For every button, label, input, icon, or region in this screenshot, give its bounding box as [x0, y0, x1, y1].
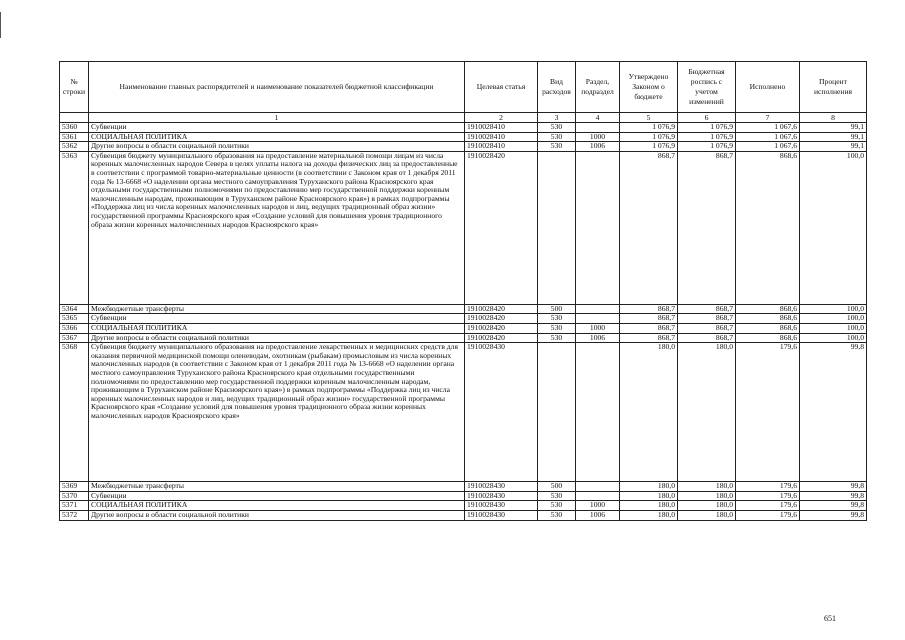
- cell-expense-type: 530: [538, 142, 576, 152]
- cell-approved: 180,0: [620, 510, 678, 520]
- cell-row-number: 5371: [60, 501, 89, 511]
- cell-section: [576, 343, 620, 482]
- cell-name: Межбюджетные трансферты: [89, 304, 465, 314]
- cell-name: Субвенции: [89, 491, 465, 501]
- header-executed: Исполнено: [736, 62, 800, 113]
- header-approved: Утверждено Законом о бюджете: [620, 62, 678, 113]
- cell-row-number: 5370: [60, 491, 89, 501]
- cell-row-number: 5365: [60, 314, 89, 324]
- cell-expense-type: 530: [538, 132, 576, 142]
- cell-expense-type: 500: [538, 482, 576, 492]
- cell-expense-type: 530: [538, 333, 576, 343]
- cell-approved: 180,0: [620, 343, 678, 482]
- cell-target-article: 1910028430: [465, 482, 538, 492]
- budget-table-container: [59, 61, 866, 521]
- cell-approved: 1 076,9: [620, 142, 678, 152]
- cell-budget-schedule: 1 076,9: [678, 132, 736, 142]
- cell-name: СОЦИАЛЬНАЯ ПОЛИТИКА: [89, 501, 465, 511]
- column-number: 2: [465, 113, 538, 123]
- cell-name: Субвенции: [89, 314, 465, 324]
- cell-name: Другие вопросы в области социальной политики: [89, 510, 465, 520]
- cell-executed: 179,6: [736, 491, 800, 501]
- cell-section: 1006: [576, 510, 620, 520]
- cell-percent: 99,8: [800, 482, 867, 492]
- cell-approved: 868,7: [620, 323, 678, 333]
- column-number: 5: [620, 113, 678, 123]
- header-row-number: № строки: [60, 62, 89, 113]
- cell-name: Субвенции: [89, 123, 465, 133]
- cell-approved: 868,7: [620, 304, 678, 314]
- cell-executed: 868,6: [736, 333, 800, 343]
- header-expense-type: Вид расходов: [538, 62, 576, 113]
- table-row: [60, 482, 867, 492]
- cell-executed: 868,6: [736, 151, 800, 304]
- table-row: [60, 132, 867, 142]
- cell-row-number: 5367: [60, 333, 89, 343]
- cell-target-article: 1910028420: [465, 314, 538, 324]
- cell-executed: 179,6: [736, 510, 800, 520]
- cell-target-article: 1910028430: [465, 501, 538, 511]
- cell-executed: 868,6: [736, 304, 800, 314]
- budget-execution-table: [59, 61, 867, 521]
- cell-percent: 99,1: [800, 132, 867, 142]
- cell-section: 1006: [576, 142, 620, 152]
- cell-budget-schedule: 868,7: [678, 314, 736, 324]
- cell-budget-schedule: 180,0: [678, 491, 736, 501]
- cell-name: Субвенция бюджету муниципального образования на предоставление лекарственных и медицинских средств для оказания первичной медицинской помощи оленеводам, охотникам (рыбакам) промысловым из числа коренных малочисленных народов (в соответствии с Законом края от 1 декабря 2011 года № 13-6668 «О наделении органа местного самоуправления Туруханского района Красноярского края отдельными государственными полномочиями по предоставлению мер государственной поддержки коренным малочисленным народам, проживающим в Туруханском районе Красноярского края») в рамках подпрограммы «Поддержка лиц из числа коренных малочисленных народов и лиц, ведущих традиционный образ жизни» государственной программы Красноярского края «Создание условий для повышения уровня традиционного образа жизни коренных малочисленных народов Красноярского края»: [89, 343, 465, 482]
- table-row: [60, 304, 867, 314]
- column-number: 3: [538, 113, 576, 123]
- cell-approved: 1 076,9: [620, 132, 678, 142]
- cell-target-article: 1910028420: [465, 304, 538, 314]
- cell-section: [576, 314, 620, 324]
- cell-percent: 100,0: [800, 333, 867, 343]
- cell-approved: 180,0: [620, 491, 678, 501]
- cell-section: 1000: [576, 501, 620, 511]
- cell-name: Другие вопросы в области социальной политики: [89, 142, 465, 152]
- cell-row-number: 5363: [60, 151, 89, 304]
- cell-executed: 1 067,6: [736, 132, 800, 142]
- header-name: Наименование главных распорядителей и наименование показателей бюджетной классификации: [89, 62, 465, 113]
- cell-expense-type: 530: [538, 510, 576, 520]
- cell-row-number: 5362: [60, 142, 89, 152]
- cell-approved: 180,0: [620, 482, 678, 492]
- cell-target-article: 1910028430: [465, 510, 538, 520]
- cell-expense-type: 530: [538, 314, 576, 324]
- table-row: [60, 343, 867, 482]
- cell-section: [576, 491, 620, 501]
- cell-percent: 99,8: [800, 501, 867, 511]
- header-budget-schedule: Бюджетная роспись с учетом изменений: [678, 62, 736, 113]
- cell-budget-schedule: 1 076,9: [678, 123, 736, 133]
- column-number: 4: [576, 113, 620, 123]
- page-number: 651: [824, 614, 836, 623]
- cell-section: [576, 123, 620, 133]
- cell-expense-type: 530: [538, 501, 576, 511]
- cell-target-article: 1910028420: [465, 323, 538, 333]
- cell-approved: 868,7: [620, 314, 678, 324]
- cell-percent: 99,8: [800, 510, 867, 520]
- page-edge-line: [0, 12, 1, 38]
- cell-name: Межбюджетные трансферты: [89, 482, 465, 492]
- cell-percent: 100,0: [800, 323, 867, 333]
- cell-budget-schedule: 868,7: [678, 323, 736, 333]
- column-number: 7: [736, 113, 800, 123]
- cell-target-article: 1910028410: [465, 123, 538, 133]
- column-number-row: [60, 113, 867, 123]
- cell-approved: 868,7: [620, 333, 678, 343]
- cell-approved: 1 076,9: [620, 123, 678, 133]
- table-row: [60, 142, 867, 152]
- cell-executed: 868,6: [736, 323, 800, 333]
- table-row: [60, 510, 867, 520]
- cell-budget-schedule: 180,0: [678, 343, 736, 482]
- cell-budget-schedule: 180,0: [678, 510, 736, 520]
- cell-section: 1000: [576, 132, 620, 142]
- table-row: [60, 314, 867, 324]
- cell-target-article: 1910028410: [465, 132, 538, 142]
- cell-section: [576, 482, 620, 492]
- column-number: 1: [89, 113, 465, 123]
- table-row: [60, 501, 867, 511]
- cell-row-number: 5360: [60, 123, 89, 133]
- cell-executed: 179,6: [736, 343, 800, 482]
- cell-percent: 99,8: [800, 491, 867, 501]
- header-target-article: Целевая статья: [465, 62, 538, 113]
- cell-target-article: 1910028420: [465, 333, 538, 343]
- header-percent: Процент исполнения: [800, 62, 867, 113]
- table-row: [60, 323, 867, 333]
- cell-expense-type: [538, 151, 576, 304]
- cell-expense-type: 530: [538, 123, 576, 133]
- cell-percent: 99,8: [800, 343, 867, 482]
- cell-percent: 99,1: [800, 142, 867, 152]
- cell-executed: 1 067,6: [736, 123, 800, 133]
- cell-approved: 868,7: [620, 151, 678, 304]
- cell-percent: 100,0: [800, 304, 867, 314]
- table-row: [60, 333, 867, 343]
- cell-budget-schedule: 868,7: [678, 333, 736, 343]
- cell-budget-schedule: 1 076,9: [678, 142, 736, 152]
- cell-row-number: 5361: [60, 132, 89, 142]
- cell-expense-type: [538, 343, 576, 482]
- cell-name: Субвенция бюджету муниципального образования на предоставление материальной помощи лицам из числа коренных малочисленных народов Севера в целях уплаты налога на доходы физических лиц за предоставленные в соответствии с программой товарно-материальные ценности (в соответствии с Законом края от 1 декабря 2011 года № 13-6668 «О наделении органа местного самоуправления Туруханского района Красноярского края отдельными государственными полномочиями по предоставлению мер государственной поддержки коренным малочисленным народам, проживающим в Туруханском районе Красноярского края») в рамках подпрограммы «Поддержка лиц из числа коренных малочисленных народов и лиц, ведущих традиционный образ жизни» государственной программы Красноярского края «Создание условий для повышения уровня традиционного образа жизни коренных малочисленных народов Красноярского края»: [89, 151, 465, 304]
- cell-target-article: 1910028420: [465, 151, 538, 304]
- cell-expense-type: 530: [538, 323, 576, 333]
- cell-row-number: 5364: [60, 304, 89, 314]
- cell-expense-type: 500: [538, 304, 576, 314]
- header-row: [60, 62, 867, 113]
- column-number: 6: [678, 113, 736, 123]
- cell-approved: 180,0: [620, 501, 678, 511]
- cell-row-number: 5372: [60, 510, 89, 520]
- cell-row-number: 5366: [60, 323, 89, 333]
- cell-executed: 179,6: [736, 482, 800, 492]
- cell-budget-schedule: 180,0: [678, 501, 736, 511]
- cell-budget-schedule: 868,7: [678, 304, 736, 314]
- cell-target-article: 1910028410: [465, 142, 538, 152]
- cell-section: [576, 151, 620, 304]
- cell-executed: 1 067,6: [736, 142, 800, 152]
- header-section: Раздел, подраздел: [576, 62, 620, 113]
- cell-budget-schedule: 868,7: [678, 151, 736, 304]
- cell-name: Другие вопросы в области социальной политики: [89, 333, 465, 343]
- cell-expense-type: 530: [538, 491, 576, 501]
- cell-budget-schedule: 180,0: [678, 482, 736, 492]
- cell-section: [576, 304, 620, 314]
- cell-name: СОЦИАЛЬНАЯ ПОЛИТИКА: [89, 323, 465, 333]
- cell-target-article: 1910028430: [465, 343, 538, 482]
- table-row: [60, 151, 867, 304]
- cell-section: 1000: [576, 323, 620, 333]
- table-row: [60, 123, 867, 133]
- column-number: 8: [800, 113, 867, 123]
- cell-executed: 868,6: [736, 314, 800, 324]
- cell-row-number: 5369: [60, 482, 89, 492]
- cell-name: СОЦИАЛЬНАЯ ПОЛИТИКА: [89, 132, 465, 142]
- cell-percent: 99,1: [800, 123, 867, 133]
- cell-percent: 100,0: [800, 151, 867, 304]
- cell-target-article: 1910028430: [465, 491, 538, 501]
- cell-row-number: 5368: [60, 343, 89, 482]
- column-number-blank: [60, 113, 89, 123]
- cell-section: 1006: [576, 333, 620, 343]
- table-row: [60, 491, 867, 501]
- cell-percent: 100,0: [800, 314, 867, 324]
- cell-executed: 179,6: [736, 501, 800, 511]
